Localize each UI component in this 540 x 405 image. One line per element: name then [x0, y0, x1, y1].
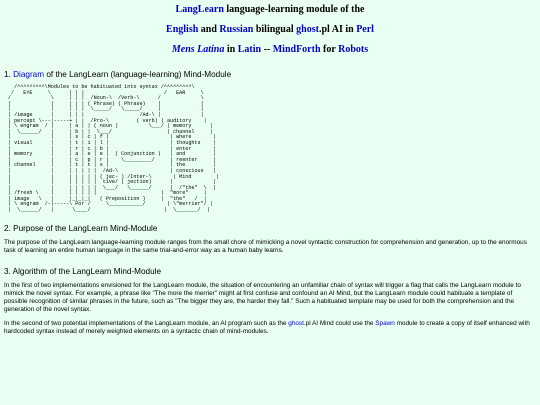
para-2-text-c: module to create a copy of itself enhanced with hardcoded syntax instead of merely weighted elements on a syntactic chain of mind-modules. [4, 319, 530, 335]
section-3-para-1: In the first of two implementations envisioned for the LangLearn module, the situation of encountering an unfamiliar chain of syntax will trigger a flag that calls the LangLearn module to mimick the novel syntax. For example, a phrase like "The more the merrier" might at first confuse and confound an AI Mind, but the LangLearn module could habituate a template of possible recognition of similar phrases in the future, such as "The bigger they are, the harder they fall." Such a habituated template may be used for both the comprehension and the generation of the novel syntax. [4, 281, 521, 313]
mind-module-diagram: /^^^^^^^^^\Modules to be habituated into syntax /^^^^^^^^^\ / EYE \ | | | / EAR \ / \ | | | /Noun-\ /Verb-\ / \ | | | | | ( Phrase) ( Phrase) | | | | | | | \_____/ \_____/ | | | /image | | | | /Ad-\ | | | percept \---|-----+ | | /Pro-\ ( verb) | auditory | | \ engram / | | a | | ( noun ) \___/ | memory | | \______/ | | b | | \___/ | channel | | | | s | c | f | | where | | visual | | t | i | l | | thoughts | | | | r | c | b | | enter | | memory | | a | e | e | ( Conjunction ) | and | | | | c | p | r | \_________/ | reenter | | channel | | t | t | s | | the | | | | | | | | /Ad-\ | conscious | | | | | | | | ( jec- ) /Inter-\ | Mind | | | | | | | | tive/ ( jection) | | | | | | | | | \___/ \______/ | /"the" \ | | /fresh \ | | | | | | | "more" | | image \ | |_|_|_| ( Preposition ) | "the" / | | \ engram /-|-----\ Por / \___________/ | \"merrier"/ | | \______/ | \____/ | \_______/ | [8, 84, 219, 214]
latin-text: Latin [237, 44, 262, 55]
diagram-link[interactable]: Diagram [13, 70, 45, 79]
ghost-link-body[interactable]: ghost [288, 319, 304, 327]
section-1-title: of the LangLearn (language-learning) Mind-Module [44, 70, 232, 79]
section-2-heading: 2. Purpose of the LangLearn Mind-Module [4, 223, 158, 233]
para-2-text-b: .pl AI Mind could use the [303, 319, 376, 327]
robots-text: Robots [338, 44, 369, 55]
page-header [4, 4, 536, 56]
section-2-body: The purpose of the LangLearn language-learning module ranges from the small chore of mimicking a novel syntactic construction for comprehension and generation, up to the enormous task of learning an entire human language in the same trial-and-error way as a human baby learns. [4, 238, 527, 254]
section-1-heading [4, 70, 536, 79]
ghost-link[interactable]: ghost [296, 24, 319, 35]
section-3-heading: 3. Algorithm of the LangLearn Mind-Module [4, 266, 162, 276]
para-2-text-a: In the second of two potential implementations of the LangLearn module, an AI program such as the [4, 319, 289, 327]
header-line-2 [4, 24, 536, 36]
mens-latina-link[interactable]: Mens Latina [171, 44, 225, 55]
spawn-link[interactable]: Spawn [375, 319, 395, 327]
header-and-text: and [198, 24, 220, 35]
header-line-1 [4, 4, 536, 16]
perl-link[interactable]: Perl [356, 24, 374, 35]
header-line-1-text: language-learning module of the [223, 4, 365, 15]
header-dash-text: -- [261, 44, 273, 55]
russian-link[interactable]: Russian [219, 24, 254, 35]
header-pl-text: .pl AI in [318, 24, 357, 35]
section-3-para-2 [4, 320, 536, 336]
english-link[interactable]: English [166, 24, 199, 35]
langlearn-link[interactable]: LangLearn [175, 4, 224, 15]
header-for-text: for [320, 44, 339, 55]
section-1-number: 1. [4, 70, 14, 79]
header-line-3 [4, 44, 536, 56]
header-in-text: in [224, 44, 238, 55]
mindforth-text: MindForth [272, 44, 321, 55]
header-bilingual-text: bilingual [253, 24, 297, 35]
